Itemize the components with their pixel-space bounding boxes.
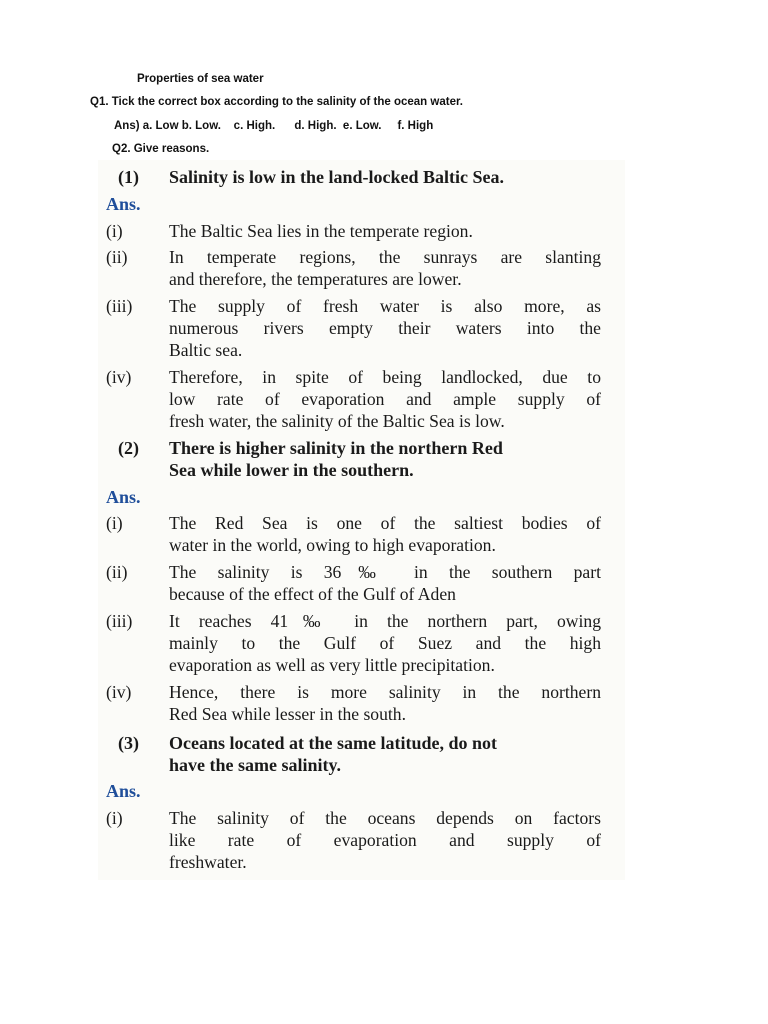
s1-item-2-line: and therefore, the temperatures are lower.	[169, 269, 462, 289]
section-2-heading: There is higher salinity in the northern Red	[169, 438, 503, 458]
s2-item-3-line: It reaches 41‰ in the northern part, owing	[169, 611, 601, 631]
question-1: Q1. Tick the correct box according to the salinity of the ocean water.	[90, 96, 463, 108]
s2-item-1-number: (i)	[106, 513, 123, 533]
s1-item-3-line: The supply of fresh water is also more, as	[169, 296, 601, 316]
s2-item-3-number: (iii)	[106, 611, 133, 631]
s2-item-2-line: The salinity is 36‰ in the southern part	[169, 562, 601, 582]
s2-item-4-line: Red Sea while lesser in the south.	[169, 704, 406, 724]
s1-item-3-line: Baltic sea.	[169, 340, 243, 360]
s2-item-3-line: mainly to the Gulf of Suez and the high	[169, 633, 601, 653]
answer-1: Ans) a. Low b. Low. c. High. d. High. e. Low. f. High	[114, 120, 434, 132]
page-title: Properties of sea water	[137, 73, 264, 85]
s1-item-2-line: In temperate regions, the sunrays are slanting	[169, 247, 601, 267]
s3-item-1-line: The salinity of the oceans depends on factors	[169, 808, 601, 828]
s2-item-3-line: evaporation as well as very little precipitation.	[169, 655, 495, 675]
section-1-number: (1)	[118, 167, 139, 187]
s3-item-1-number: (i)	[106, 808, 123, 828]
section-3-heading: Oceans located at the same latitude, do not	[169, 733, 497, 753]
s2-item-4-line: Hence, there is more salinity in the northern	[169, 682, 601, 702]
s1-item-1-line: The Baltic Sea lies in the temperate region.	[169, 221, 473, 241]
s1-item-4-line: low rate of evaporation and ample supply of	[169, 389, 601, 409]
s1-item-4-line: fresh water, the salinity of the Baltic Sea is low.	[169, 411, 505, 431]
question-2: Q2. Give reasons.	[112, 143, 210, 155]
s2-item-1-line: The Red Sea is one of the saltiest bodies of	[169, 513, 601, 533]
s3-item-1-line: freshwater.	[169, 852, 247, 872]
section-3-heading: have the same salinity.	[169, 755, 342, 775]
section-1-heading: Salinity is low in the land-locked Baltic Sea.	[169, 167, 505, 187]
section-3-number: (3)	[118, 733, 139, 753]
scanned-answer-panel	[98, 160, 625, 880]
s3-item-1-line: like rate of evaporation and supply of	[169, 830, 601, 850]
s1-item-4-line: Therefore, in spite of being landlocked, due to	[169, 367, 601, 387]
section-1-ans-label: Ans.	[106, 194, 141, 214]
section-3-ans-label: Ans.	[106, 781, 141, 801]
s2-item-2-number: (ii)	[106, 562, 128, 582]
s1-item-1-number: (i)	[106, 221, 123, 241]
s1-item-4-number: (iv)	[106, 367, 132, 387]
s1-item-2-number: (ii)	[106, 247, 128, 267]
s2-item-1-line: water in the world, owing to high evaporation.	[169, 535, 496, 555]
s1-item-3-number: (iii)	[106, 296, 133, 316]
s1-item-3-line: numerous rivers empty their waters into the	[169, 318, 601, 338]
section-2-heading: Sea while lower in the southern.	[169, 460, 414, 480]
section-2-ans-label: Ans.	[106, 487, 141, 507]
section-2-number: (2)	[118, 438, 139, 458]
s2-item-4-number: (iv)	[106, 682, 132, 702]
s2-item-2-line: because of the effect of the Gulf of Aden	[169, 584, 456, 604]
